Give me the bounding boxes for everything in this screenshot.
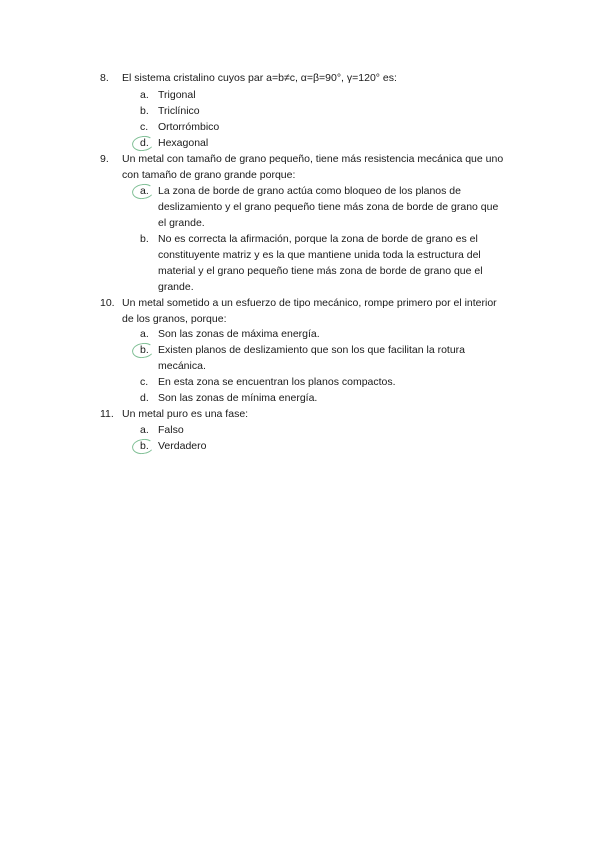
option-text: La zona de borde de grano actúa como bloqueo de los planos de deslizamiento y el grano pequeño tiene más zona de borde de grano que el grande.	[158, 185, 499, 229]
option-letter: d.	[140, 137, 149, 149]
option-letter: b.	[140, 440, 149, 452]
option-text: Existen planos de deslizamiento que son los que facilitan la rotura mecánica.	[158, 344, 466, 372]
option-text: En esta zona se encuentran los planos compactos.	[158, 376, 396, 388]
question-number: 8.	[100, 72, 109, 84]
option-text: Son las zonas de máxima energía.	[158, 328, 320, 340]
question-number: 10.	[100, 297, 115, 309]
option-letter: b.	[140, 233, 149, 245]
question-number: 11.	[100, 408, 114, 420]
option-letter: c.	[140, 376, 149, 388]
question-text: El sistema cristalino cuyos par a=b≠c, α=β=90°, γ=120° es:	[122, 72, 397, 84]
option-text: Triclínico	[158, 105, 200, 117]
option-letter: a.	[140, 328, 149, 340]
option-text: Falso	[158, 424, 184, 436]
option-letter: b.	[140, 105, 149, 117]
option-text: Son las zonas de mínima energía.	[158, 392, 318, 404]
question-number: 9.	[100, 153, 109, 165]
option-letter: a.	[140, 185, 149, 197]
option-text: Hexagonal	[158, 137, 209, 149]
question-text: Un metal puro es una fase:	[122, 408, 249, 420]
question-text: Un metal con tamaño de grano pequeño, tiene más resistencia mecánica que uno con tamaño de grano grande porque:	[122, 153, 504, 181]
option-text: Ortorrómbico	[158, 121, 220, 133]
option-text: Verdadero	[158, 440, 207, 452]
option-letter: a.	[140, 89, 149, 101]
option-letter: d.	[140, 392, 149, 404]
question-text: Un metal sometido a un esfuerzo de tipo mecánico, rompe primero por el interior de los granos, porque:	[122, 297, 497, 325]
option-letter: b.	[140, 344, 149, 356]
option-letter: a.	[140, 424, 149, 436]
option-letter: c.	[140, 121, 149, 133]
option-text: No es correcta la afirmación, porque la zona de borde de grano es el constituyente matriz y es la que mantiene unida toda la estructura del material y el grano pequeño tiene más zona de borde de grano que el grande.	[158, 233, 483, 293]
option-text: Trigonal	[158, 89, 196, 101]
